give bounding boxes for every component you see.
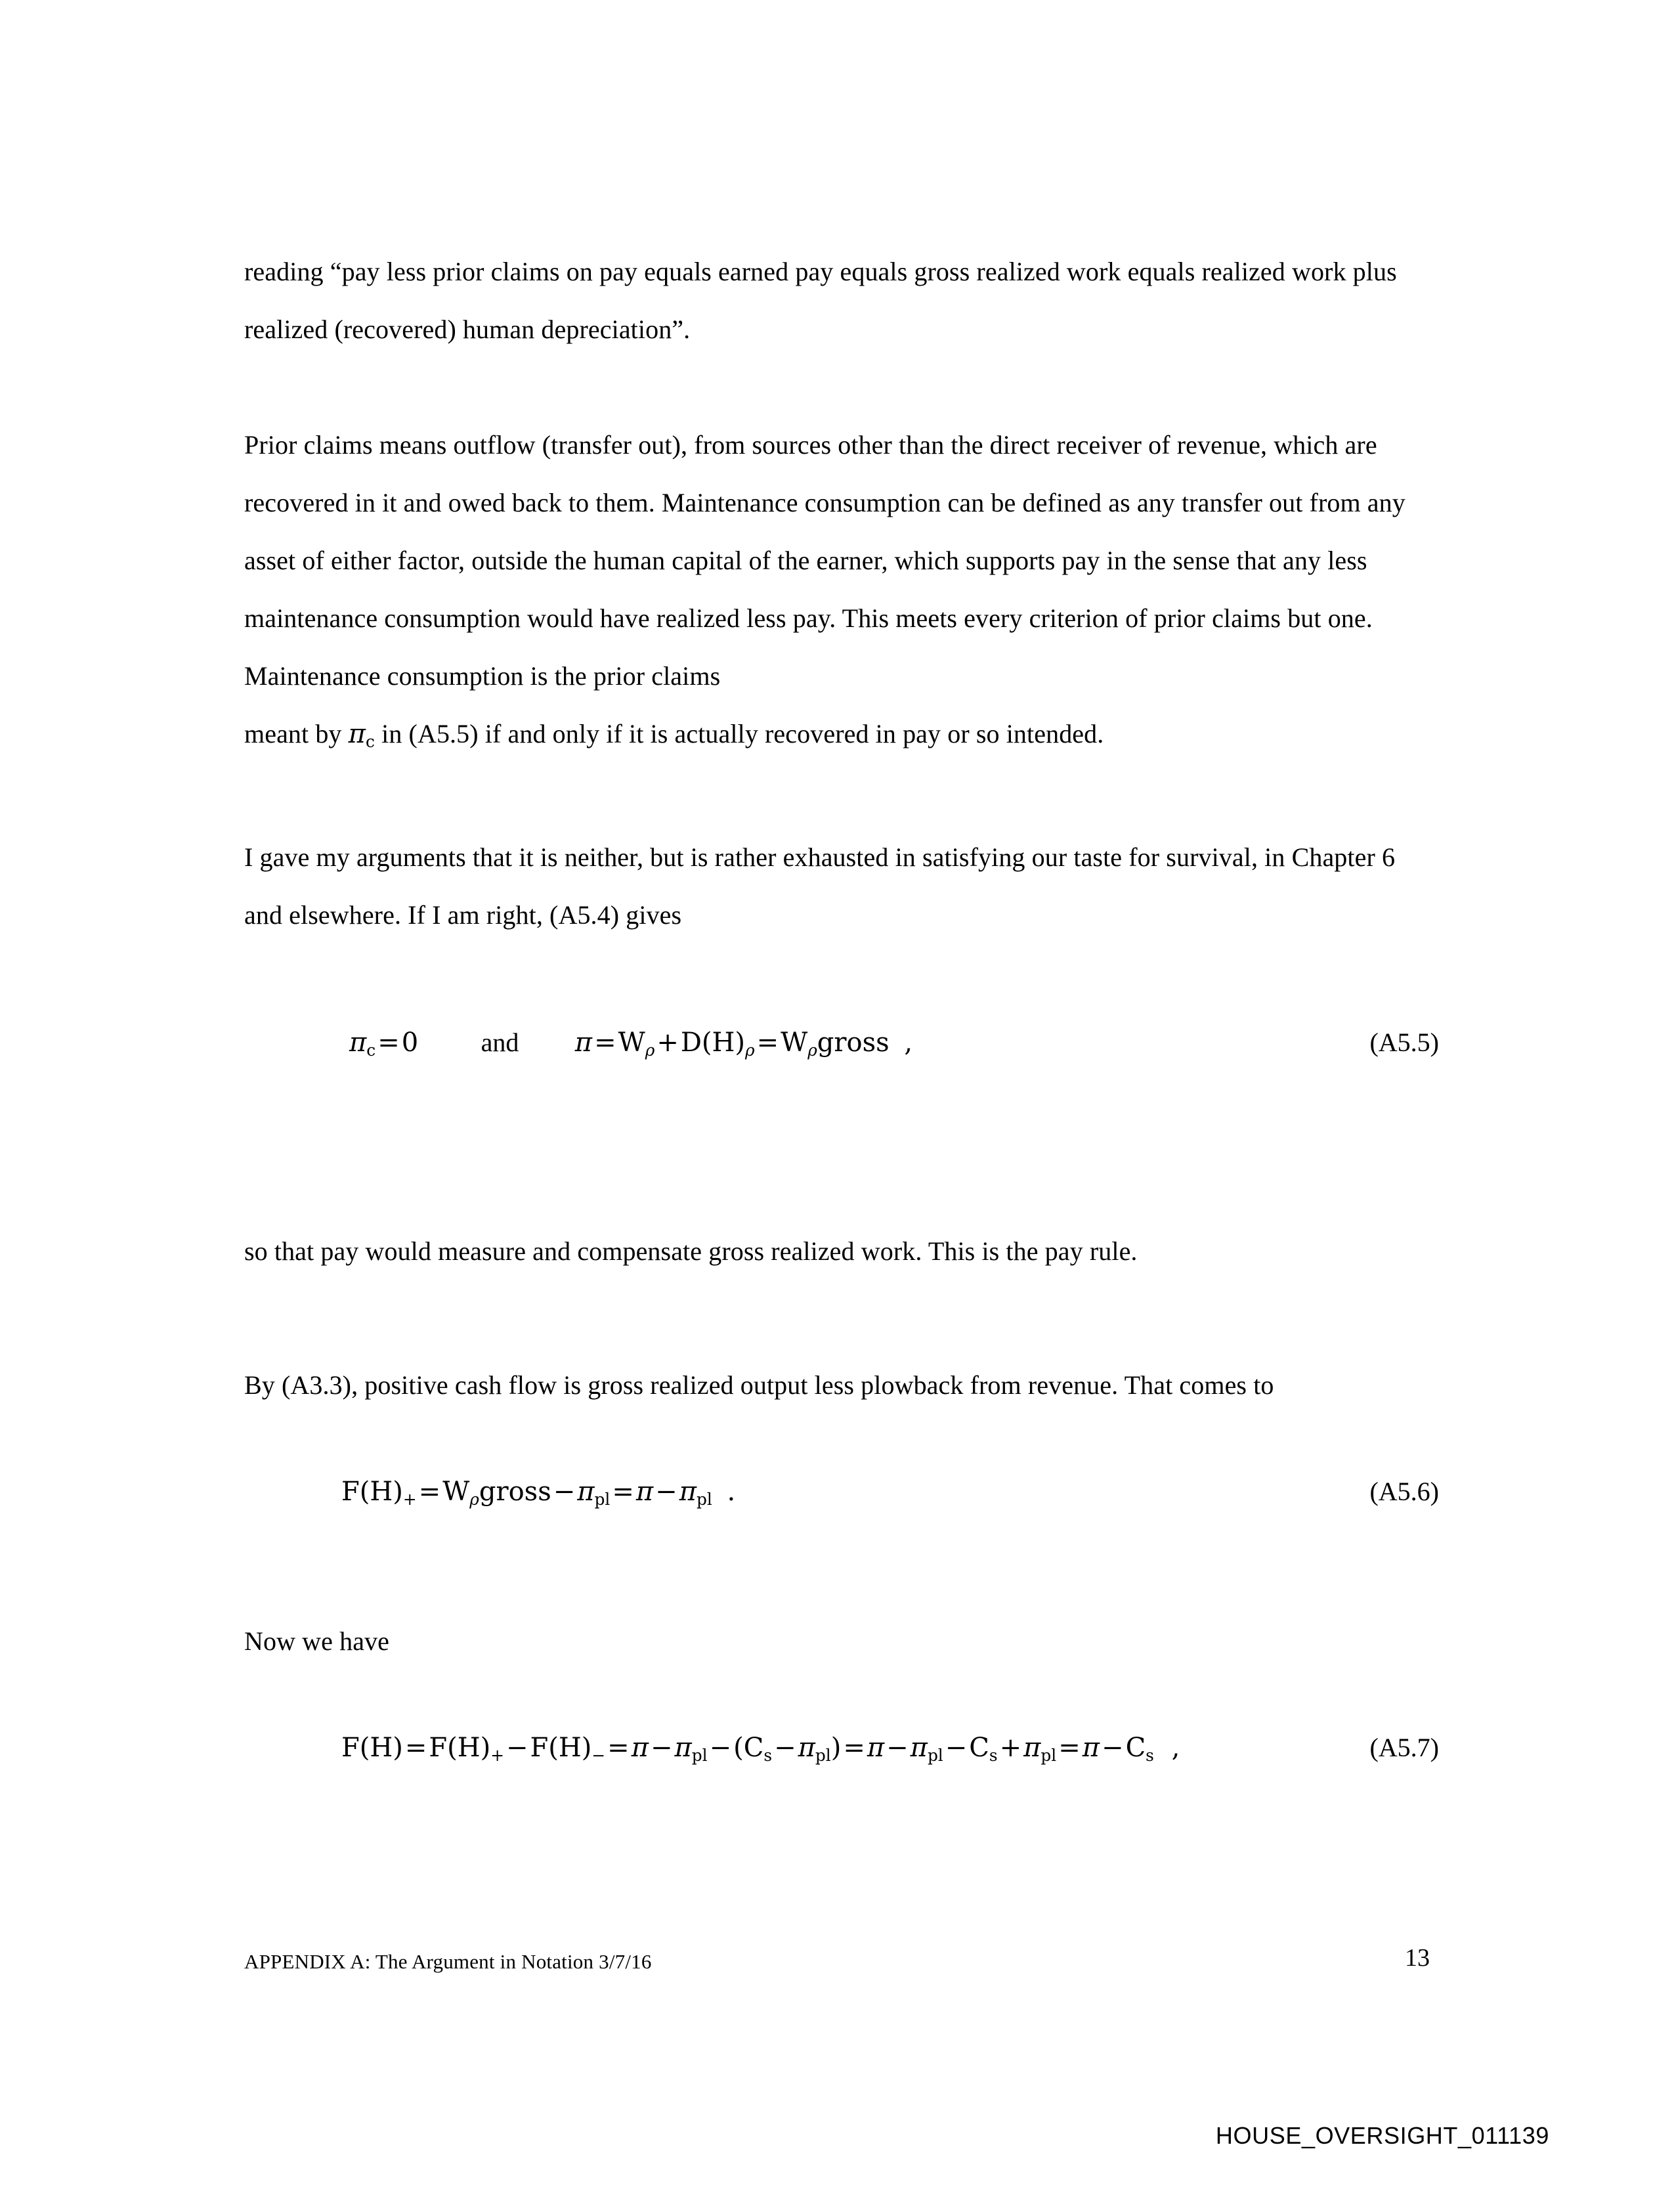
paragraph-6: Now we have <box>244 1626 390 1656</box>
equation-a5-6 <box>244 1472 1439 1544</box>
equation-a5-7-body: $F(H)=F(H)_+-F(H)_-=\pi-\pi_{pl}-(C_s-\pi_{pl})=\pi-\pi_{pl}-C_s+\pi_{pl}=\pi-C_s$ , <box>341 1732 1180 1765</box>
spacer <box>244 1602 1439 1613</box>
spacer <box>244 1102 1439 1181</box>
meant-by-suffix: in (A5.5) if and only if it is actually recovered in pay or so intended. <box>375 719 1104 748</box>
paragraph-2: Prior claims means outflow (transfer out), from sources other than the direct receiver of revenue, which are recovered in it and owed back to them. Maintenance consumption can be defined as any transfer out from any asset of either factor, outside the human capital of the earner, which supports pay in the sense that any less maintenance consumption would have realized less pay. This meets every criterion of prior claims but one. Maintenance consumption is the prior claims <box>244 430 1406 691</box>
equation-a5-5-tag: (A5.5) <box>1369 1027 1439 1057</box>
spacer <box>244 1280 1439 1338</box>
document-body <box>244 243 1439 1800</box>
footer-left-text: APPENDIX A: The Argument in Notation 3/7/16 <box>244 1950 652 1973</box>
equation-a5-5 <box>244 1023 1439 1102</box>
spacer <box>244 944 1439 1023</box>
paragraph-2-continuation <box>244 705 1439 771</box>
equation-a5-7 <box>244 1728 1439 1800</box>
spacer <box>244 1670 1439 1728</box>
paragraph-5: By (A3.3), positive cash flow is gross realized output less plowback from revenue. That comes to <box>244 1370 1274 1400</box>
pi-symbol: $\pi_c$ <box>348 719 376 751</box>
spacer <box>244 1414 1439 1472</box>
paragraph-1: reading “pay less prior claims on pay equals earned pay equals gross realized work equals realized work plus realized (recovered) human depreciation”. <box>244 257 1397 344</box>
page-number: 13 <box>1405 1944 1430 1972</box>
equation-a5-5-body: $\pi_c=0$ and $\pi=W_\rho+D(H)_\rho=W_\rho gross$ , <box>349 1027 913 1060</box>
equation-a5-6-body: $F(H)_+=W_\rho gross-\pi_{pl}=\pi-\pi_{pl}$ . <box>341 1476 736 1509</box>
equation-a5-6-tag: (A5.6) <box>1369 1476 1439 1506</box>
equation-a5-7-tag: (A5.7) <box>1369 1732 1439 1762</box>
spacer <box>244 771 1439 829</box>
bates-stamp: HOUSE_OVERSIGHT_011139 <box>1215 2122 1549 2149</box>
spacer <box>244 1338 1439 1356</box>
spacer <box>244 358 1439 416</box>
spacer <box>244 1181 1439 1223</box>
pi-subscript: c <box>366 731 376 751</box>
spacer <box>244 1544 1439 1602</box>
paragraph-3: I gave my arguments that it is neither, but is rather exhausted in satisfying our taste for survival, in Chapter 6 and elsewhere. If I am right, (A5.4) gives <box>244 842 1396 930</box>
meant-by-prefix: meant by <box>244 719 349 748</box>
paragraph-4: so that pay would measure and compensate gross realized work. This is the pay rule. <box>244 1236 1138 1266</box>
